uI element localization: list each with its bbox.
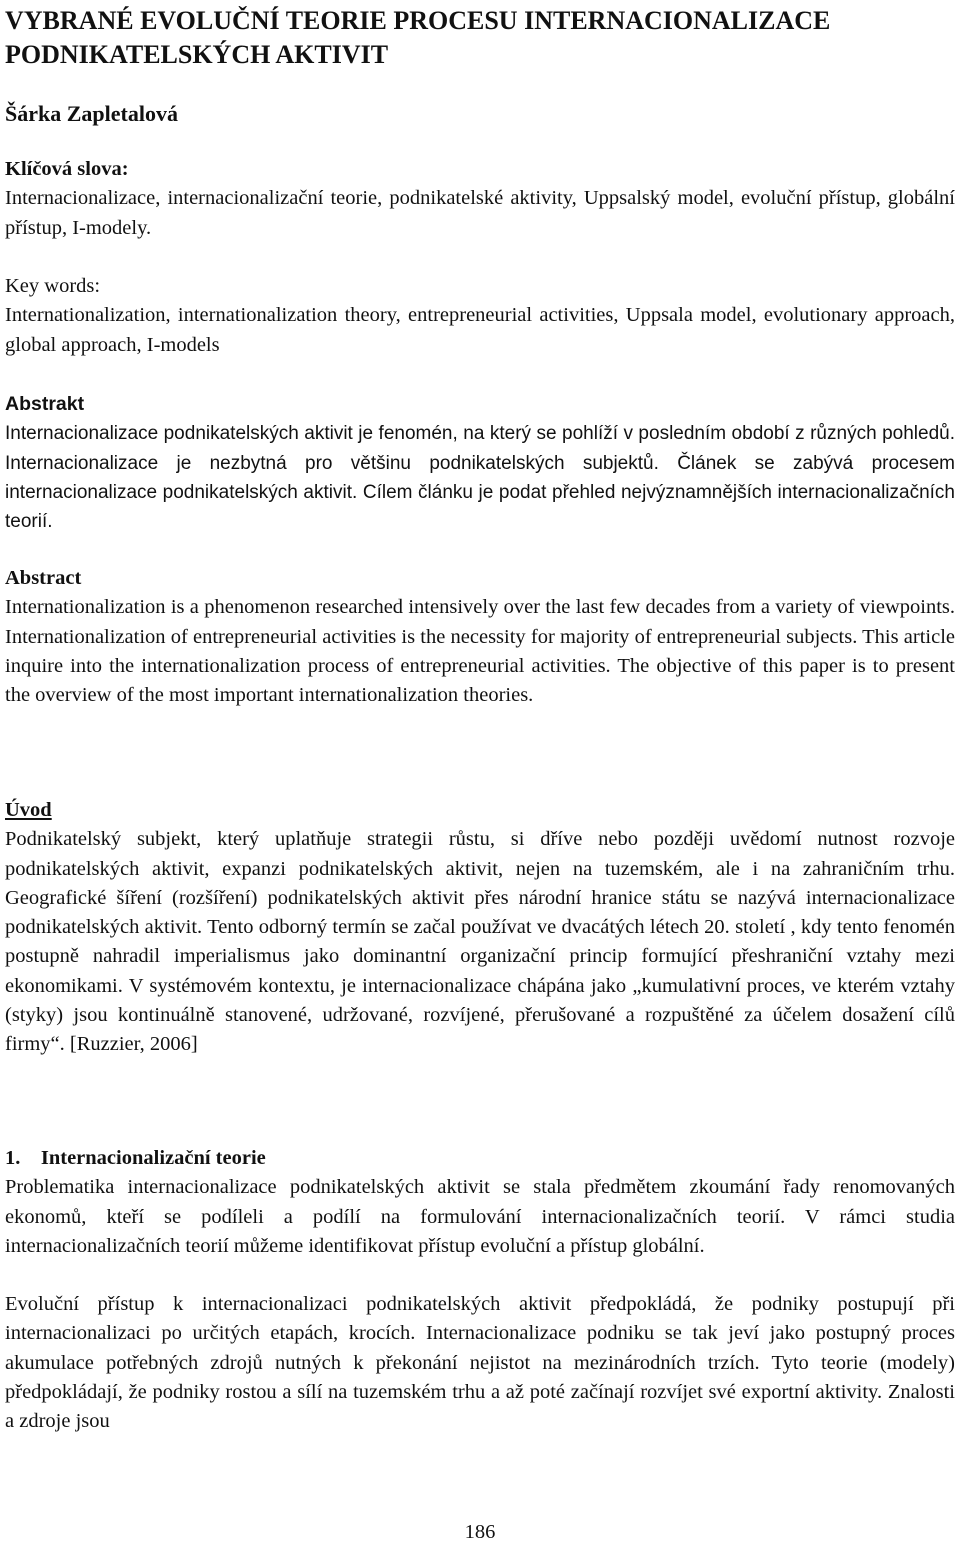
intro-text: Podnikatelský subjekt, který uplatňuje strategii růstu, si dříve nebo později uvědomí nutnost rozvoje podnikatelských aktivit, expanzi podnikatelských aktivit, nejen na tuzemském, ale i na zahraničním trhu. Geografické šíření (rozšíření) podnikatelských aktivit přes národní hranice státu se nazývá internacionalizace podnikatelských aktivit. Tento odborný termín se začal používat ve dvacátých létech 20. století , kdy tento fenomén postupně nahradil imperialismus jako dominantní organizační princip formující přeshraniční vztahy mezi ekonomikami. V systémovém kontextu, je internacionalizace chápána jako „kumulativní proces, ve kterém vztahy (styky) jsou kontinuálně stanovené, udržované, rozvíjené, přerušované a rozpuštěné za účelem dosažení cílů firmy“. [Ruzzier, 2006]: [5, 828, 955, 1056]
keywords-en-section: [5, 272, 955, 360]
section1-paragraph1: Problematika internacionalizace podnikatelských aktivit se stala předmětem zkoumání řady renomovaných ekonomů, kteří se podíleli a podílí na formulování internacionalizačních teorií. V rámci studia internacionalizačních teorií můžeme identifikovat přístup evoluční a přístup globální.: [5, 1176, 955, 1257]
page-number: 186: [464, 1521, 496, 1543]
keywords-en-heading: Key words:: [5, 275, 101, 297]
keywords-cz-section: [5, 155, 955, 243]
abstract-cz-heading: Abstrakt: [5, 393, 85, 415]
section1: [5, 1144, 955, 1437]
intro-heading: Úvod: [5, 799, 52, 821]
abstract-en-section: [5, 564, 955, 710]
keywords-cz-text: Internacionalizace, internacionalizační teorie, podnikatelské aktivity, Uppsalský model, evoluční přístup, globální přístup, I-modely.: [5, 187, 955, 239]
keywords-cz-heading: Klíčová slova:: [5, 158, 129, 180]
intro-section: [5, 796, 955, 1060]
abstract-cz-section: [5, 390, 955, 536]
section1-heading: 1. Internacionalizační teorie: [5, 1147, 266, 1169]
paper-title: VYBRANÉ EVOLUČNÍ TEORIE PROCESU INTERNACIONALIZACE PODNIKATELSKÝCH AKTIVIT: [5, 6, 831, 69]
abstract-cz-text: Internacionalizace podnikatelských aktivit je fenomén, na který se pohlíží v posledním období z různých pohledů. Internacionalizace je nezbytná pro většinu podnikatelských subjektů. Článek se zabývá procesem internacionalizace podnikatelských aktivit. Cílem článku je podat přehled nejvýznamnějších internacionalizačních teorií.: [5, 423, 955, 533]
keywords-en-text: Internationalization, internationalization theory, entrepreneurial activities, Uppsala model, evolutionary approach, global approach, I-models: [5, 304, 955, 356]
abstract-en-heading: Abstract: [5, 567, 82, 589]
section1-paragraph2: Evoluční přístup k internacionalizaci podnikatelských aktivit předpokládá, že podniky postupují při internacionalizaci po určitých etapách, krocích. Internacionalizace podniku se tak jeví jako postupný proces akumulace potřebných zdrojů nutných k překonání nejistot na mezinárodních trzích. Tyto teorie (modely) předpokládají, že podniky rostou a sílí na tuzemském trhu a až poté začínají rozvíjet své exportní aktivity. Znalosti a zdroje jsou: [5, 1293, 955, 1433]
author-name: Šárka Zapletalová: [5, 101, 178, 126]
abstract-en-text: Internationalization is a phenomenon researched intensively over the last few decades from a variety of viewpoints. Internationalization of entrepreneurial activities is the necessity for majority of entrepreneurial subjects. This article inquire into the internationalization process of entrepreneurial activities. The objective of this paper is to present the overview of the most important internationalization theories.: [5, 596, 955, 707]
